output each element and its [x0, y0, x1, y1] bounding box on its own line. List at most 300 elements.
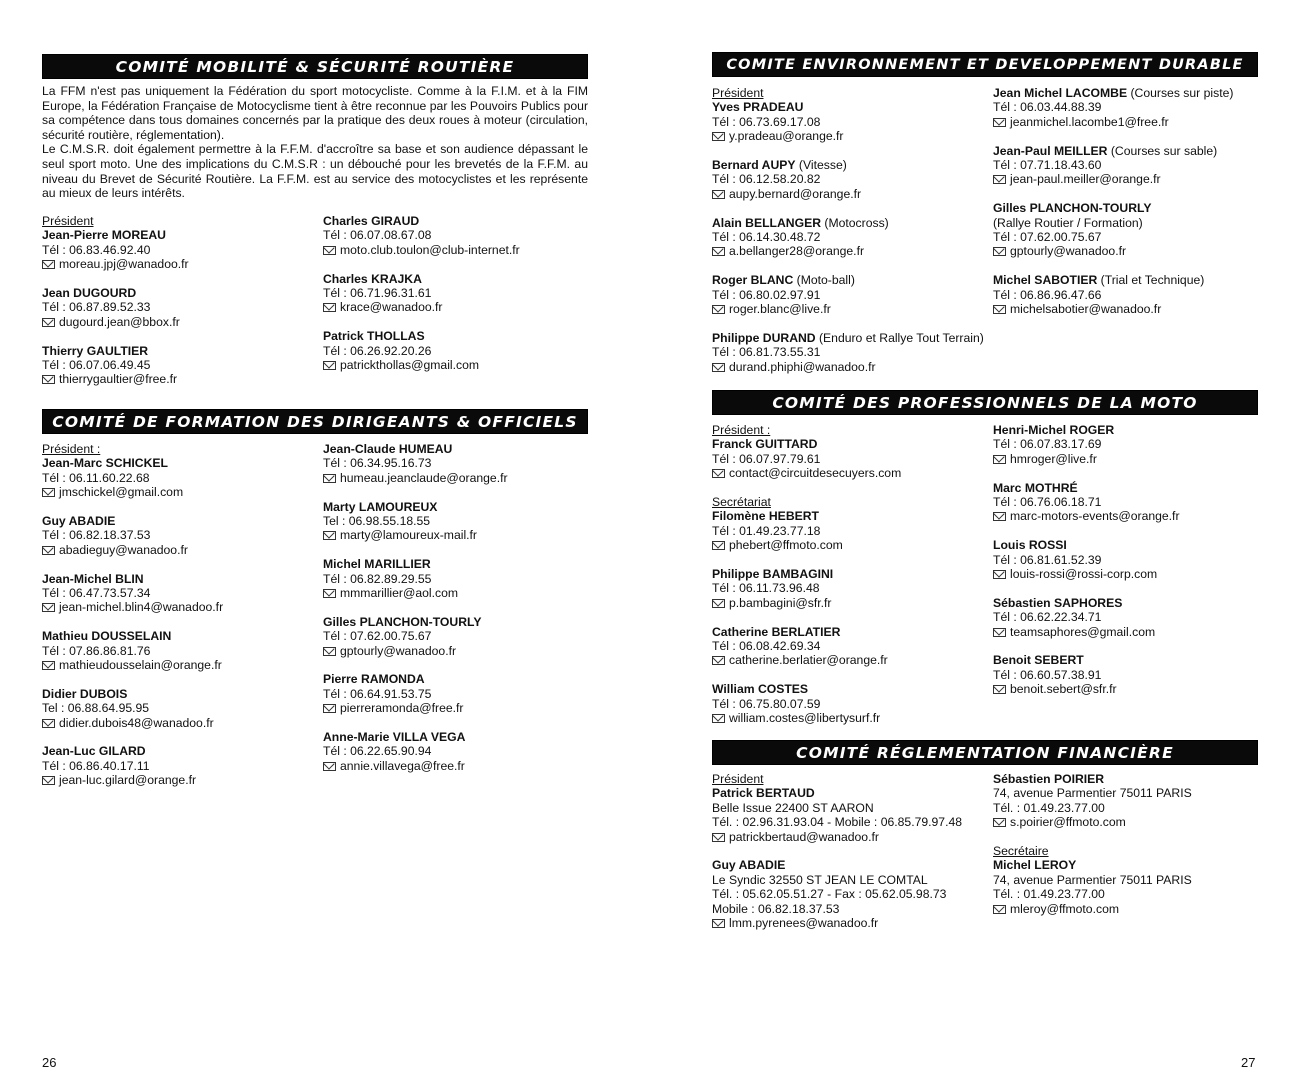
contact-email[interactable] — [993, 244, 1258, 258]
contact-email[interactable] — [712, 711, 987, 725]
contact-entry — [712, 216, 987, 259]
contact-email[interactable] — [712, 466, 987, 480]
contact-name-line — [323, 272, 593, 286]
contact-email[interactable] — [993, 302, 1258, 316]
contact-email[interactable] — [323, 586, 593, 600]
envelope-icon — [323, 246, 336, 255]
contact-entry — [712, 858, 987, 930]
contact-email-text: jean-paul.meiller@orange.fr — [1010, 172, 1161, 187]
contact-column — [993, 423, 1258, 711]
contact-phone-text: Tél : 06.07.83.17.69 — [993, 437, 1102, 452]
envelope-icon — [712, 599, 725, 608]
contact-role-text: Secrétaire — [993, 844, 1049, 859]
contact-phone-text: Tel : 06.88.64.95.95 — [42, 701, 150, 716]
contact-email-text: patrickbertaud@wanadoo.fr — [729, 829, 879, 844]
contact-entry — [993, 772, 1258, 830]
contact-phone-text: Tél : 06.86.40.17.11 — [42, 758, 150, 773]
envelope-icon — [712, 656, 725, 665]
contact-email[interactable] — [993, 902, 1258, 916]
contact-name: Jean DUGOURD — [42, 286, 137, 301]
contact-name: Bernard AUPY — [712, 158, 796, 173]
envelope-icon — [42, 375, 55, 384]
contact-email-text: catherine.berlatier@orange.fr — [729, 653, 888, 668]
contact-email-text: a.bellanger28@orange.fr — [729, 244, 865, 259]
contact-email-text: jeanmichel.lacombe1@free.fr — [1010, 114, 1169, 129]
contact-name-line — [712, 682, 987, 696]
envelope-icon — [323, 647, 336, 656]
contact-column — [323, 214, 593, 387]
envelope-icon — [323, 474, 336, 483]
contact-email[interactable] — [712, 653, 987, 667]
contact-name: Louis ROSSI — [993, 538, 1067, 553]
contact-name-line — [42, 687, 312, 701]
contact-address-text: 74, avenue Parmentier 75011 PARIS — [993, 786, 1192, 801]
contact-entry — [993, 596, 1258, 639]
contact-role-text: Président — [42, 214, 94, 228]
contact-entry — [993, 273, 1258, 316]
contact-email[interactable] — [712, 830, 987, 844]
contact-name: Jean Michel LACOMBE — [993, 86, 1128, 100]
contact-phone-text: Tél : 07.86.86.81.76 — [42, 643, 151, 658]
contact-email[interactable] — [323, 528, 593, 542]
contact-email[interactable] — [712, 596, 987, 610]
contact-email[interactable] — [42, 543, 312, 557]
contact-name-line — [712, 273, 987, 287]
contact-phone — [42, 243, 312, 257]
contact-name: Sébastien POIRIER — [993, 772, 1105, 786]
contact-email-text: patrickthollas@gmail.com — [340, 358, 480, 373]
contact-phone — [712, 815, 987, 829]
contact-specialty-text: (Rallye Routier / Formation) — [993, 215, 1143, 230]
envelope-icon — [712, 190, 725, 199]
contact-entry — [712, 567, 987, 610]
contact-email[interactable] — [712, 360, 987, 374]
contact-phone — [712, 115, 987, 129]
contact-name: Filomène HEBERT — [712, 509, 819, 524]
contact-email[interactable] — [712, 538, 987, 552]
contact-entry — [712, 625, 987, 668]
contact-entry — [42, 286, 312, 329]
contact-phone-text: Tél : 06.11.60.22.68 — [42, 470, 150, 485]
contact-phone-text: Tél : 06.76.06.18.71 — [993, 495, 1102, 510]
contact-phone-text: Mobile : 06.82.18.37.53 — [712, 901, 840, 916]
contact-phone — [993, 668, 1258, 682]
contact-entry — [42, 344, 312, 387]
contact-phone — [42, 358, 312, 372]
envelope-icon — [323, 704, 336, 713]
contact-phone-text: Tél : 06.87.89.52.33 — [42, 300, 151, 315]
intro-text — [42, 84, 588, 201]
contact-name-line — [42, 744, 312, 758]
contact-address — [993, 873, 1258, 887]
contact-phone — [323, 228, 593, 242]
contact-phone — [993, 887, 1258, 901]
envelope-icon — [712, 541, 725, 550]
contact-name-line — [323, 329, 593, 343]
contact-name: Catherine BERLATIER — [712, 624, 841, 639]
contact-phone-text: Tél : 06.75.80.07.59 — [712, 696, 821, 711]
contact-name-line — [323, 500, 593, 514]
contact-name-line — [323, 672, 593, 686]
envelope-icon — [993, 247, 1006, 256]
contact-entry — [993, 844, 1258, 916]
contact-role-text: Président — [712, 772, 764, 786]
contact-name: Patrick THOLLAS — [323, 329, 425, 344]
contact-email[interactable] — [993, 172, 1258, 186]
contact-phone — [323, 514, 593, 528]
contact-phone-text: Tél : 06.07.97.79.61 — [712, 451, 821, 466]
contact-phone-text: Tél : 06.81.73.55.31 — [712, 345, 821, 360]
contact-phone — [993, 158, 1258, 172]
contact-email-text: teamsaphores@gmail.com — [1010, 624, 1156, 639]
envelope-icon — [323, 361, 336, 370]
contact-email[interactable] — [42, 600, 312, 614]
contact-entry — [712, 86, 987, 144]
contact-email[interactable] — [993, 509, 1258, 523]
contact-name: Franck GUITTARD — [712, 437, 818, 452]
contact-name-line — [712, 567, 987, 581]
contact-email-text: gptourly@wanadoo.fr — [340, 643, 457, 658]
contact-address-text: 74, avenue Parmentier 75011 PARIS — [993, 872, 1192, 887]
contact-phone — [993, 288, 1258, 302]
contact-phone-text: Tél : 06.83.46.92.40 — [42, 242, 151, 257]
contact-email[interactable] — [42, 716, 312, 730]
contact-column — [323, 442, 593, 788]
contact-name-line — [993, 273, 1258, 287]
contact-phone-text: Tél : 06.81.61.52.39 — [993, 552, 1102, 567]
contact-role — [42, 214, 312, 228]
contact-role-text: Président : — [712, 423, 771, 437]
contact-column — [712, 772, 987, 945]
contact-name-line — [323, 615, 593, 629]
envelope-icon — [993, 905, 1006, 914]
contact-phone — [42, 300, 312, 314]
contact-role — [42, 442, 312, 456]
envelope-icon — [42, 661, 55, 670]
contact-entry — [42, 629, 312, 672]
section-title-reglementation: COMITÉ RÉGLEMENTATION FINANCIÈRE — [712, 740, 1258, 765]
contact-email[interactable] — [323, 471, 593, 485]
contact-column — [993, 86, 1258, 331]
contact-role-text: Secrétariat — [712, 495, 771, 510]
contact-phone — [42, 586, 312, 600]
contact-email[interactable] — [323, 644, 593, 658]
contact-entry — [712, 495, 987, 553]
contact-email-text: y.pradeau@orange.fr — [729, 129, 844, 144]
contact-phone-text: Tél : 07.62.00.75.67 — [993, 230, 1102, 245]
contact-name-line — [42, 286, 312, 300]
contact-address — [712, 801, 987, 815]
contact-name-line — [712, 158, 987, 172]
section-title-professionnels: COMITÉ DES PROFESSIONNELS DE LA MOTO — [712, 390, 1258, 415]
envelope-icon — [323, 303, 336, 312]
contact-name: Alain BELLANGER — [712, 215, 822, 230]
section-title-mobilite: COMITÉ MOBILITÉ & SÉCURITÉ ROUTIÈRE — [42, 54, 588, 79]
envelope-icon — [323, 762, 336, 771]
contact-name-line — [993, 653, 1258, 667]
contact-name: Jean-Marc SCHICKEL — [42, 456, 168, 471]
contact-email-text: william.costes@libertysurf.fr — [729, 711, 881, 726]
contact-email[interactable] — [712, 187, 987, 201]
contact-phone-text: Tél : 06.14.30.48.72 — [712, 230, 821, 245]
contact-email[interactable] — [993, 682, 1258, 696]
contact-email[interactable] — [993, 567, 1258, 581]
contact-name-line — [712, 216, 987, 230]
contact-email-text: gptourly@wanadoo.fr — [1010, 244, 1127, 259]
contact-specialty: (Courses sur piste) — [1127, 86, 1234, 100]
contact-phone — [712, 887, 987, 901]
contact-role — [712, 495, 987, 509]
contact-entry — [323, 672, 593, 715]
contact-phone-text: Tél : 07.71.18.43.60 — [993, 158, 1102, 173]
contact-name: Anne-Marie VILLA VEGA — [323, 730, 466, 745]
contact-specialty: (Vitesse) — [795, 158, 847, 173]
contact-phone-text: Tél : 06.82.18.37.53 — [42, 528, 151, 543]
contact-name: Jean-Pierre MOREAU — [42, 228, 166, 243]
contact-email-text: mmmarillier@aol.com — [340, 586, 459, 601]
contact-phone — [712, 524, 987, 538]
contact-name-line — [993, 858, 1258, 872]
contact-entry — [993, 86, 1258, 129]
contact-email[interactable] — [323, 243, 593, 257]
contact-email[interactable] — [42, 658, 312, 672]
envelope-icon — [42, 260, 55, 269]
contact-phone — [323, 687, 593, 701]
contact-entry — [993, 538, 1258, 581]
contact-email-text: krace@wanadoo.fr — [340, 300, 443, 315]
contact-entry — [42, 744, 312, 787]
contact-phone — [712, 172, 987, 186]
section-title-formation: COMITÉ DE FORMATION DES DIRIGEANTS & OFFICIELS — [42, 409, 588, 434]
contact-phone-text: Tél : 06.47.73.57.34 — [42, 586, 151, 601]
contact-phone-text: Tél : 06.71.96.31.61 — [323, 286, 432, 301]
envelope-icon — [712, 919, 725, 928]
contact-phone — [42, 471, 312, 485]
contact-email[interactable] — [323, 358, 593, 372]
contact-email[interactable] — [712, 916, 987, 930]
contact-address — [712, 873, 987, 887]
contact-entry — [993, 144, 1258, 187]
contact-specialty: (Motocross) — [821, 215, 889, 230]
contact-name-line — [712, 625, 987, 639]
contact-email-text: moreau.jpj@wanadoo.fr — [59, 257, 189, 272]
contact-phone-text: Tél : 06.64.91.53.75 — [323, 686, 432, 701]
contact-email-text: dugourd.jean@bbox.fr — [59, 314, 180, 329]
contact-email-text: marc-motors-events@orange.fr — [1010, 509, 1180, 524]
contact-email[interactable] — [993, 625, 1258, 639]
contact-column — [712, 86, 987, 388]
contact-name: Michel MARILLIER — [323, 557, 431, 572]
contact-entry — [712, 158, 987, 201]
contact-phone-text: Tél : 01.49.23.77.18 — [712, 523, 821, 538]
contact-phone — [323, 286, 593, 300]
envelope-icon — [993, 455, 1006, 464]
contact-column — [42, 214, 312, 401]
contact-phone — [712, 581, 987, 595]
contact-name-line — [323, 442, 593, 456]
contact-phone — [993, 100, 1258, 114]
contact-phone-text: Tél : 06.26.92.20.26 — [323, 343, 432, 358]
contact-email-text: annie.villavega@free.fr — [340, 758, 465, 773]
contact-entry — [993, 201, 1258, 259]
contact-role — [712, 772, 987, 786]
contact-phone-text: Tél : 06.62.22.34.71 — [993, 610, 1102, 625]
contact-phone — [712, 452, 987, 466]
contact-phone-text: Tél : 07.62.00.75.67 — [323, 629, 432, 644]
contact-email[interactable] — [42, 773, 312, 787]
contact-phone — [323, 344, 593, 358]
contact-phone — [993, 230, 1258, 244]
contact-phone-text: Tél : 06.08.42.69.34 — [712, 639, 821, 654]
contact-entry — [993, 653, 1258, 696]
contact-entry — [42, 687, 312, 730]
envelope-icon — [712, 247, 725, 256]
contact-email-text: benoit.sebert@sfr.fr — [1010, 682, 1117, 697]
envelope-icon — [42, 603, 55, 612]
contact-name-line — [993, 86, 1258, 100]
contact-name-line — [42, 572, 312, 586]
contact-name: Benoit SEBERT — [993, 653, 1084, 668]
contact-name-line — [712, 100, 987, 114]
contact-email[interactable] — [42, 315, 312, 329]
contact-phone — [323, 572, 593, 586]
contact-email[interactable] — [323, 300, 593, 314]
contact-phone — [712, 230, 987, 244]
envelope-icon — [42, 318, 55, 327]
contact-entry — [993, 481, 1258, 524]
contact-phone-text: Tél : 06.34.95.16.73 — [323, 456, 432, 471]
contact-name-line — [993, 596, 1258, 610]
contact-specialty: (Trial et Technique) — [1097, 273, 1205, 288]
contact-phone — [993, 801, 1258, 815]
contact-entry — [712, 273, 987, 316]
contact-email-text: humeau.jeanclaude@orange.fr — [340, 470, 508, 485]
envelope-icon — [993, 175, 1006, 184]
envelope-icon — [712, 714, 725, 723]
contact-column — [993, 772, 1258, 930]
contact-entry — [712, 423, 987, 481]
contact-name-line — [323, 730, 593, 744]
contact-email[interactable] — [993, 815, 1258, 829]
page-number-left: 26 — [42, 1055, 57, 1070]
contact-email[interactable] — [323, 759, 593, 773]
contact-email[interactable] — [323, 701, 593, 715]
contact-name-line — [993, 538, 1258, 552]
contact-phone-text: Tél : 06.82.89.29.55 — [323, 571, 432, 586]
contact-role — [993, 844, 1258, 858]
envelope-icon — [323, 531, 336, 540]
contact-name-line — [42, 629, 312, 643]
contact-phone-text: Tél : 06.07.08.67.08 — [323, 228, 432, 243]
contact-email-text: jean-michel.blin4@wanadoo.fr — [59, 600, 224, 615]
contact-phone-text: Tél : 06.07.06.49.45 — [42, 358, 151, 373]
contact-entry — [712, 682, 987, 725]
envelope-icon — [712, 833, 725, 842]
envelope-icon — [993, 570, 1006, 579]
contact-phone — [42, 644, 312, 658]
contact-email[interactable] — [42, 485, 312, 499]
contact-name-line — [323, 214, 593, 228]
envelope-icon — [42, 776, 55, 785]
contact-email-text: thierrygaultier@free.fr — [59, 372, 178, 387]
contact-entry — [42, 214, 312, 272]
envelope-icon — [712, 363, 725, 372]
contact-name-line — [993, 423, 1258, 437]
section-title-environnement: COMITE ENVIRONNEMENT ET DEVELOPPEMENT DURABLE — [712, 52, 1258, 77]
contact-email-text: mathieudousselain@orange.fr — [59, 658, 222, 673]
contact-email[interactable] — [712, 244, 987, 258]
contact-name: Yves PRADEAU — [712, 100, 804, 115]
contact-email-text: michelsabotier@wanadoo.fr — [1010, 302, 1162, 317]
contact-email[interactable] — [42, 257, 312, 271]
envelope-icon — [323, 589, 336, 598]
contact-entry — [323, 272, 593, 315]
envelope-icon — [993, 305, 1006, 314]
contact-name: Michel LEROY — [993, 858, 1077, 873]
contact-entry — [712, 331, 987, 374]
contact-email-text: moto.club.toulon@club-internet.fr — [340, 242, 520, 257]
page-number-right: 27 — [1241, 1055, 1256, 1070]
contact-name: Marc MOTHRÉ — [993, 480, 1078, 495]
contact-name-line — [323, 557, 593, 571]
envelope-icon — [42, 546, 55, 555]
contact-entry — [323, 442, 593, 485]
contact-name-line — [993, 144, 1258, 158]
contact-email-text: hmroger@live.fr — [1010, 451, 1097, 466]
contact-email-text: louis-rossi@rossi-corp.com — [1010, 567, 1158, 582]
contact-address — [993, 786, 1258, 800]
contact-phone — [993, 610, 1258, 624]
contact-phone — [712, 639, 987, 653]
contact-phone-text: Tél : 06.80.02.97.91 — [712, 287, 821, 302]
contact-email-text: aupy.bernard@orange.fr — [729, 186, 862, 201]
contact-email[interactable] — [712, 302, 987, 316]
contact-phone-text: Tel : 06.98.55.18.55 — [323, 514, 431, 529]
contact-email[interactable] — [993, 115, 1258, 129]
contact-entry — [42, 514, 312, 557]
contact-phone — [42, 528, 312, 542]
contact-name: Jean-Michel BLIN — [42, 571, 144, 586]
envelope-icon — [993, 628, 1006, 637]
contact-phone-text: Tél : 06.03.44.88.39 — [993, 100, 1102, 115]
intro-paragraph: Le C.M.S.R. doit également permettre à la F.F.M. d'accroître sa base et son audience dépassant le seul sport moto. Une des implications du C.M.S.R : un débouché pour les brevetés de la F.F.M. au niveau du Brevet de Sécurité Routière. La F.F.M. est au service des motocyclistes et les représente au mieux de leurs intérêts. — [42, 142, 588, 201]
contact-specialty: (Enduro et Rallye Tout Terrain) — [815, 330, 984, 345]
contact-address-text: Belle Issue 22400 ST AARON — [712, 800, 874, 815]
contact-email-text: s.poirier@ffmoto.com — [1010, 815, 1126, 830]
contact-email-text: jmschickel@gmail.com — [59, 485, 184, 500]
contact-entry — [323, 214, 593, 257]
contact-name: William COSTES — [712, 682, 809, 697]
contact-name: Philippe DURAND — [712, 330, 816, 345]
contact-entry — [42, 442, 312, 500]
envelope-icon — [42, 488, 55, 497]
contact-email[interactable] — [42, 372, 312, 386]
envelope-icon — [712, 132, 725, 141]
contact-name: Jean-Luc GILARD — [42, 744, 146, 759]
contact-email[interactable] — [993, 452, 1258, 466]
contact-email-text: abadieguy@wanadoo.fr — [59, 542, 188, 557]
contact-name: Gilles PLANCHON-TOURLY — [323, 614, 482, 629]
contact-name-line — [712, 331, 987, 345]
contact-phone — [993, 437, 1258, 451]
contact-column — [42, 442, 312, 802]
contact-name-line — [712, 509, 987, 523]
contact-email[interactable] — [712, 129, 987, 143]
envelope-icon — [712, 305, 725, 314]
contact-name-line — [712, 858, 987, 872]
contact-phone-text: Tél : 06.60.57.38.91 — [993, 667, 1102, 682]
contact-name: Thierry GAULTIER — [42, 343, 149, 358]
